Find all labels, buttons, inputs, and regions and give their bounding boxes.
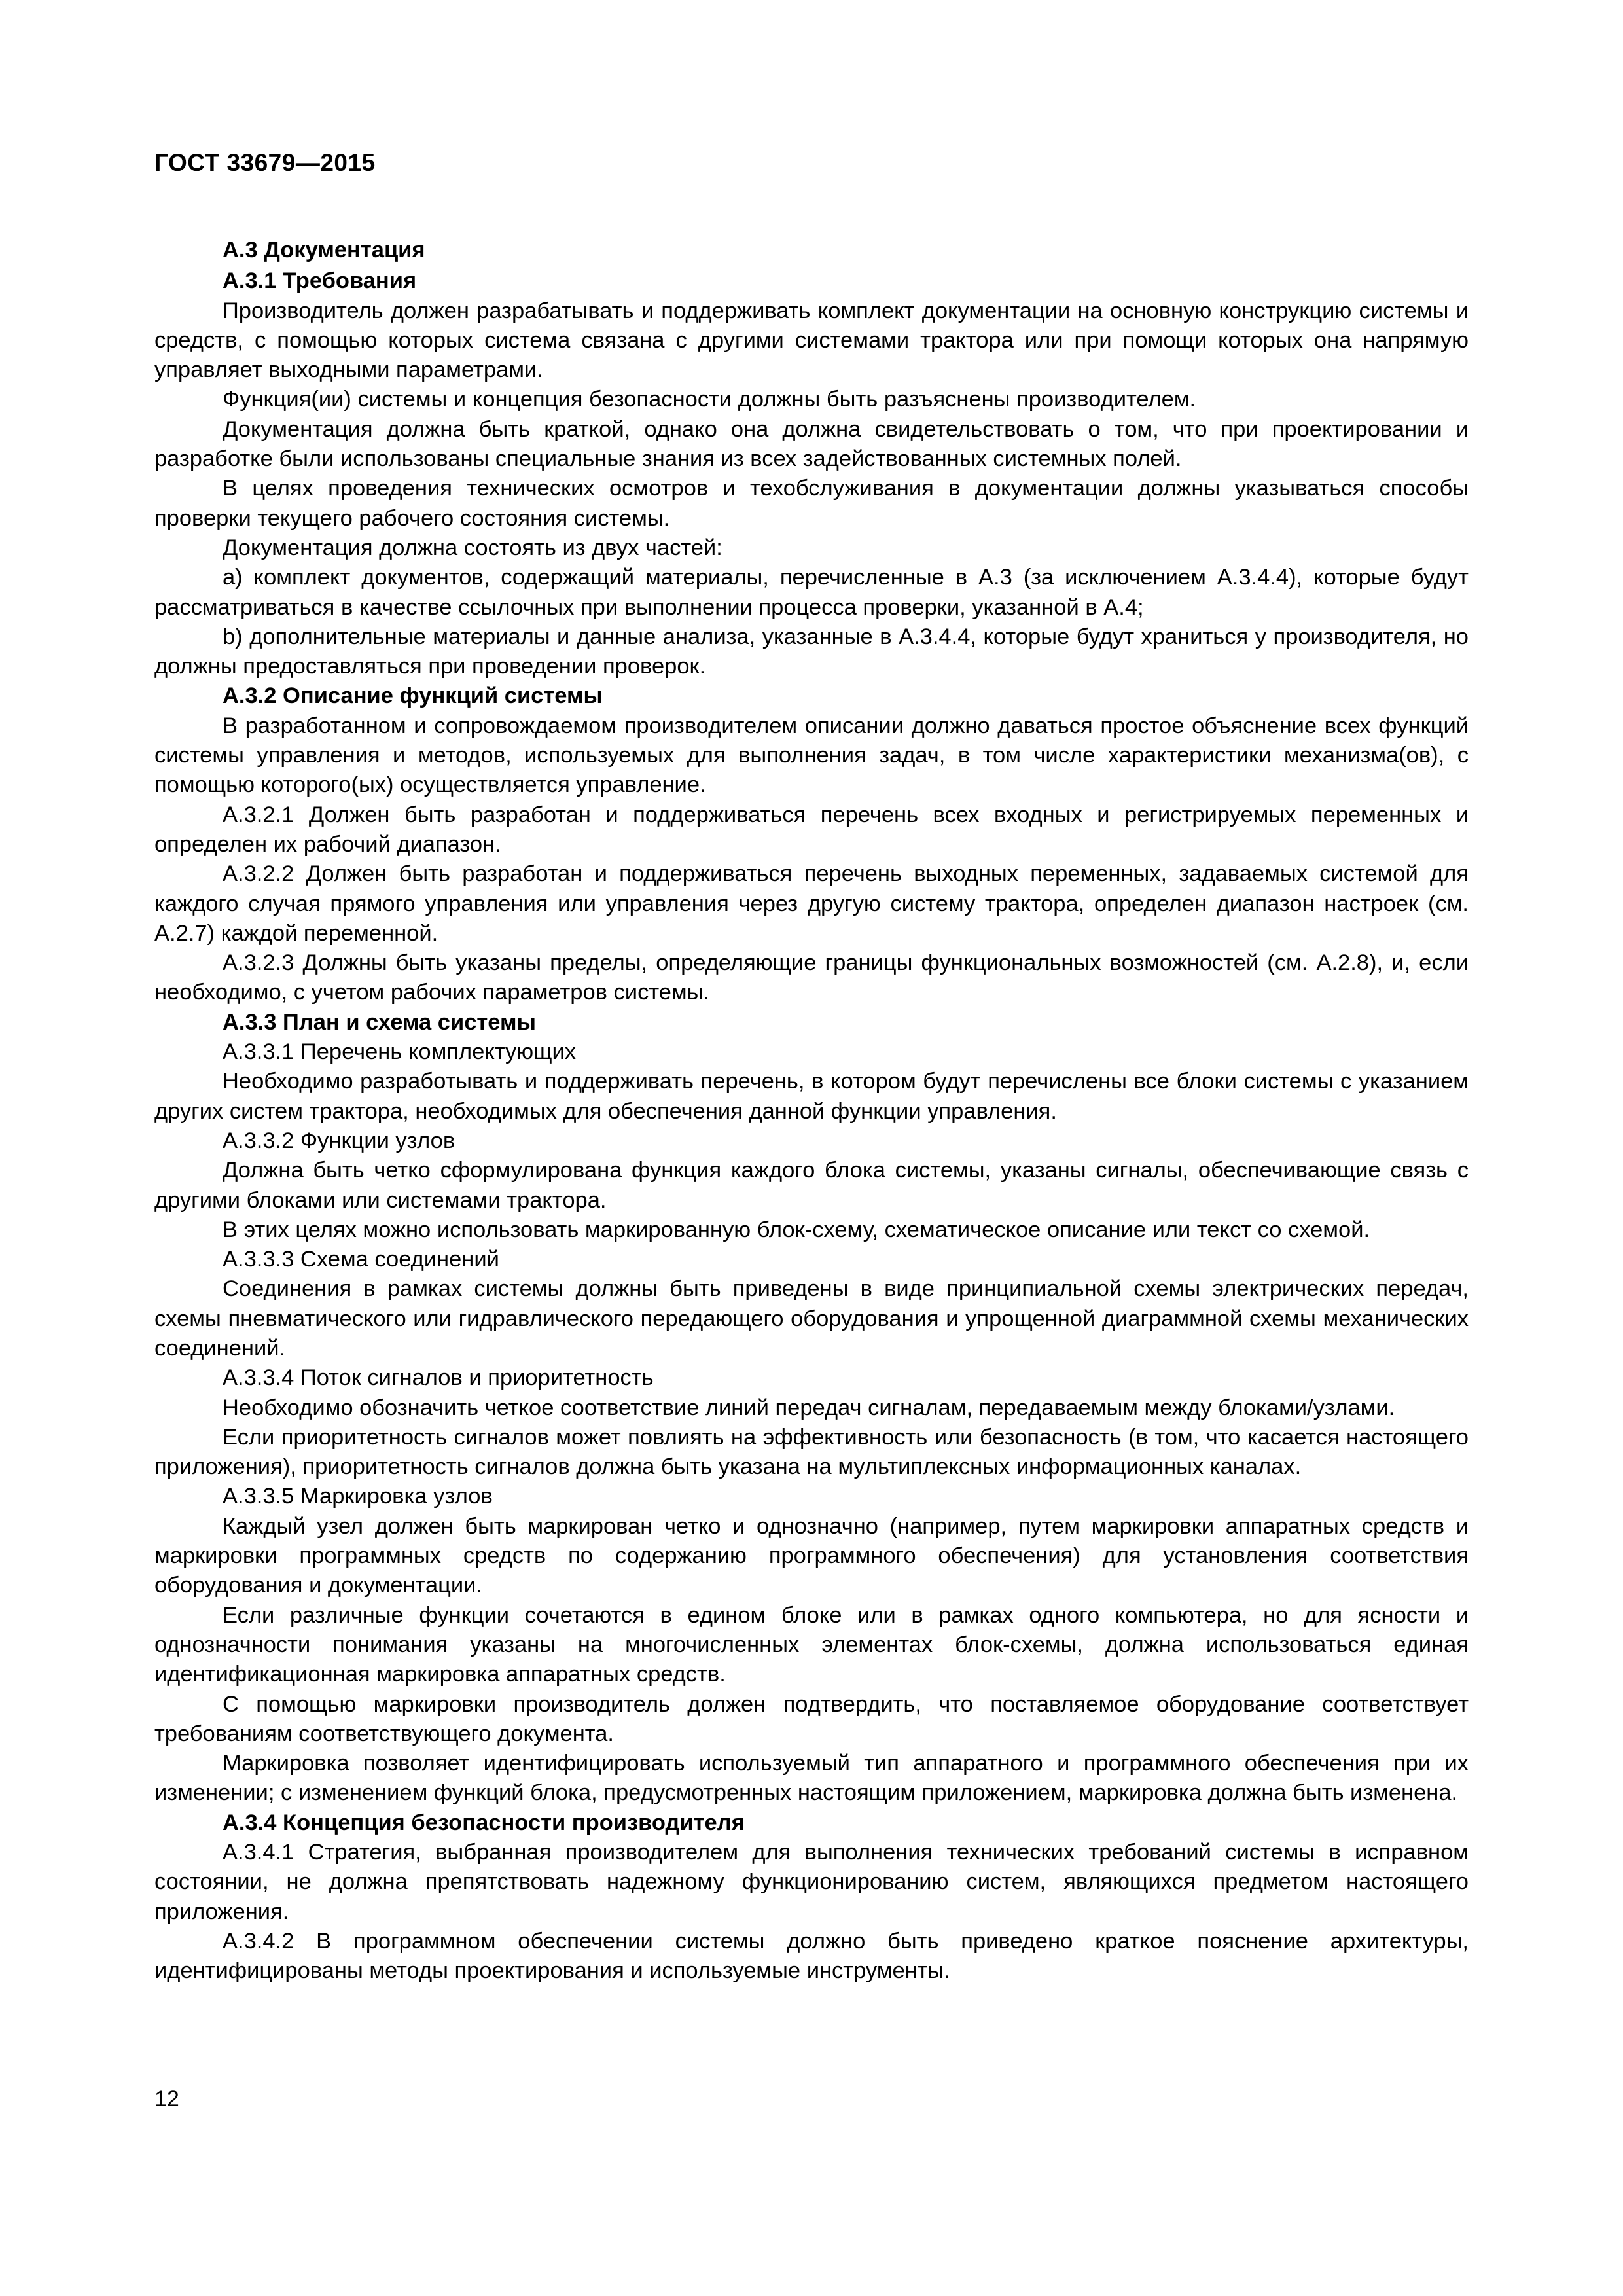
paragraph: Необходимо обозначить четкое соответствие линий передач сигналам, передаваемым между блоками/узлами.	[223, 1395, 1395, 1420]
page-header-standard: ГОСТ 33679—2015	[154, 149, 376, 176]
clause-title: А.3.3.4 Поток сигналов и приоритетность	[223, 1365, 654, 1391]
paragraph: А.3.2.2 Должен быть разработан и поддерживаться перечень выходных переменных, задаваемых системой для каждого случая прямого управления или управления через другую систему трактора, определен диапазон настроек (см. А.2.7) каждой переменной.	[154, 861, 1469, 946]
subsection-heading: А.3.3 План и схема системы	[223, 1009, 536, 1035]
subsection-heading: А.3.4 Концепция безопасности производителя	[223, 1810, 745, 1835]
paragraph: Производитель должен разрабатывать и поддерживать комплект документации на основную конструкцию системы и средств, с помощью которых система связана с другими системами трактора или при помощи которых она напрямую управляет выходными параметрами.	[154, 298, 1469, 383]
paragraph: В разработанном и сопровождаемом производителем описании должно даваться простое объяснение всех функций системы управления и методов, используемых для выполнения задач, в том числе характеристики механизма(ов), с помощью которого(ых) осуществляется управление.	[154, 713, 1469, 798]
paragraph: Необходимо разработывать и поддерживать перечень, в котором будут перечислены все блоки системы с указанием других систем трактора, необходимых для обеспечения данной функции управления.	[154, 1069, 1469, 1124]
paragraph: А.3.4.1 Стратегия, выбранная производителем для выполнения технических требований системы в исправном состоянии, не должна препятствовать надежному функционированию систем, являющихся предметом настоящего приложения.	[154, 1840, 1469, 1924]
paragraph: В этих целях можно использовать маркированную блок-схему, схематическое описание или текст со схемой.	[223, 1217, 1370, 1242]
subsection-heading: А.3.1 Требования	[223, 268, 417, 294]
paragraph: Документация должна состоять из двух частей:	[223, 535, 722, 560]
paragraph: Соединения в рамках системы должны быть приведены в виде принципиальной схемы электрических передач, схемы пневматического или гидравлического передающего оборудования и упрощенной диаграммной схемы механических соединений.	[154, 1276, 1469, 1361]
paragraph: А.3.2.3 Должны быть указаны пределы, определяющие границы функциональных возможностей (см. А.2.8), и, если необходимо, с учетом рабочих параметров системы.	[154, 950, 1469, 1005]
paragraph: Если различные функции сочетаются в едином блоке или в рамках одного компьютера, но для ясности и однозначности понимания указаны на многочисленных элементах блок-схемы, должна использоваться единая идентификационная маркировка аппаратных средств.	[154, 1602, 1469, 1687]
document-body	[154, 223, 1469, 1986]
paragraph: А.3.4.2 В программном обеспечении системы должно быть приведено краткое пояснение архитектуры, идентифицированы методы проектирования и используемые инструменты.	[154, 1928, 1469, 1984]
clause-title: А.3.3.2 Функции узлов	[223, 1128, 455, 1153]
subsection-heading: А.3.2 Описание функций системы	[223, 683, 603, 709]
paragraph: Если приоритетность сигналов может повлиять на эффективность или безопасность (в том, что касается настоящего приложения), приоритетность сигналов должна быть указана на мультиплексных информационных каналах.	[154, 1424, 1469, 1480]
clause-title: А.3.3.3 Схема соединений	[223, 1247, 499, 1272]
paragraph: А.3.2.1 Должен быть разработан и поддерживаться перечень всех входных и регистрируемых переменных и определен их рабочий диапазон.	[154, 802, 1469, 857]
section-heading: А.3 Документация	[223, 238, 425, 262]
paragraph: В целях проведения технических осмотров и техобслуживания в документации должны указываться способы проверки текущего рабочего состояния системы.	[154, 476, 1469, 531]
clause-title: А.3.3.5 Маркировка узлов	[223, 1484, 493, 1509]
list-item: b) дополнительные материалы и данные анализа, указанные в А.3.4.4, которые будут храниться у производителя, но должны предоставляться при проведении проверок.	[154, 624, 1469, 679]
paragraph: Каждый узел должен быть маркирован четко и однозначно (например, путем маркировки аппаратных средств и маркировки программных средств по содержанию программного обеспечения) для установления соответствия оборудования и документации.	[154, 1513, 1469, 1598]
paragraph: С помощью маркировки производитель должен подтвердить, что поставляемое оборудование соответствует требованиям соответствующего документа.	[154, 1691, 1469, 1746]
page-number: 12	[154, 2087, 179, 2111]
paragraph: Маркировка позволяет идентифицировать используемый тип аппаратного и программного обеспечения при их изменении; с изменением функций блока, предусмотренных настоящим приложением, маркировка должна быть изменена.	[154, 1751, 1469, 1806]
list-item: а) комплект документов, содержащий материалы, перечисленные в А.3 (за исключением А.3.4.4), которые будут рассматриваться в качестве ссылочных при выполнении процесса проверки, указанной в А.4;	[154, 565, 1469, 620]
paragraph: Должна быть четко сформулирована функция каждого блока системы, указаны сигналы, обеспечивающие связь с другими блоками или системами трактора.	[154, 1158, 1469, 1213]
paragraph: Документация должна быть краткой, однако она должна свидетельствовать о том, что при проектировании и разработке были использованы специальные знания из всех задействованных системных полей.	[154, 416, 1469, 472]
clause-title: А.3.3.1 Перечень комплектующих	[223, 1039, 576, 1065]
paragraph: Функция(ии) системы и концепция безопасности должны быть разъяснены производителем.	[223, 387, 1196, 412]
